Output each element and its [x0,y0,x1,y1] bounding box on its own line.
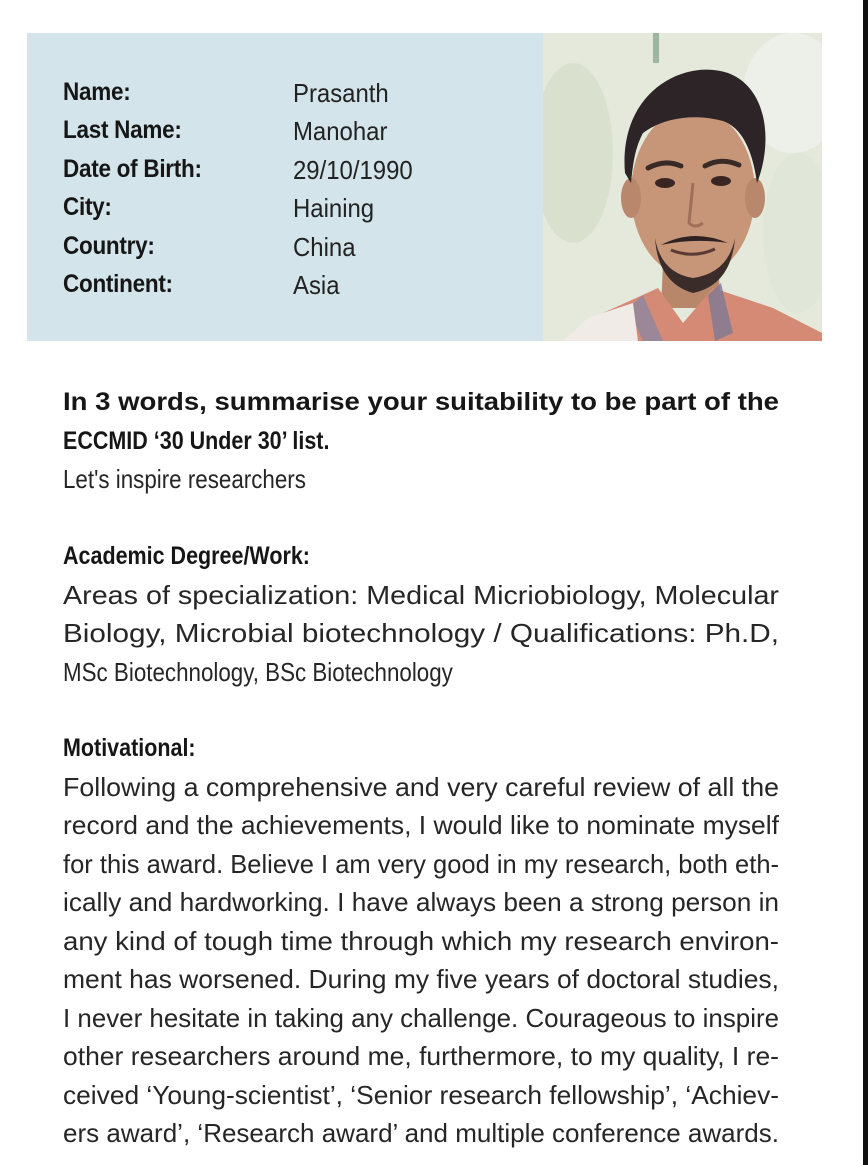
suitability-question [63,383,779,422]
field-value: China [293,232,356,262]
motivational-section [63,729,779,1153]
suitability-answer [63,460,779,499]
body-line: for this award. Believe I am very good in my research, both eth- [63,848,779,879]
motivational-line [63,960,779,999]
motivational-line [63,922,779,961]
motivational-line [63,1114,779,1153]
field-label: City: [63,193,112,221]
body-line: ceived ‘Young-scientist’, ‘Senior research fellowship’, ‘Achiev- [63,1079,780,1110]
person-portrait-icon [543,33,822,341]
section-heading: Motivational: [63,734,196,762]
field-value: Haining [293,193,375,223]
academic-line [63,576,779,615]
suitability-section [63,383,779,499]
motivational-heading [63,729,779,768]
body-line: ically and hardworking. I have always been a strong person in [63,887,779,917]
motivational-line [63,1037,779,1076]
field-label: Date of Birth: [63,155,202,183]
motivational-line [63,883,779,922]
motivational-line [63,806,779,845]
profile-photo [543,33,822,341]
field-value: Prasanth [293,78,389,108]
profile-row-country [63,232,533,266]
body-line: record and the achievements, I would like to nominate myself [63,810,780,840]
body-line: MSc Biotechnology, BSc Biotechnology [63,656,453,687]
field-value: 29/10/1990 [293,155,413,185]
academic-line [63,614,779,653]
suitability-question-cont [63,422,779,461]
question-line: In 3 words, summarise your suitability to be part of the [63,388,779,416]
body-line: ment has worsened. During my five years of doctoral studies, [63,964,779,994]
body-line: Biology, Microbial biotechnology / Qualifications: Ph.D, [63,618,779,648]
academic-heading [63,537,779,576]
page-edge-bar [863,0,868,1165]
motivational-line [63,845,779,884]
motivational-line [63,999,779,1038]
body-line: any kind of tough time through which my research environ- [63,925,779,956]
section-heading: Academic Degree/Work: [63,542,310,570]
question-line: ECCMID ‘30 Under 30’ list. [63,426,330,455]
body-line: ers award’, ‘Research award’ and multiple conference awards. [63,1118,779,1148]
profile-row-date-of-birth [63,155,533,189]
profile-card [27,33,543,341]
profile-row-continent [63,270,533,304]
field-value: Asia [293,270,340,300]
body-line: I never hesitate in taking any challenge. Courageous to inspire [63,1002,779,1033]
profile-row-last-name [63,116,533,150]
academic-section [63,537,779,691]
answer-text: Let's inspire researchers [63,464,306,494]
field-value: Manohar [293,116,388,146]
profile-row-city [63,193,533,227]
field-label: Continent: [63,270,173,298]
profile-row-name [63,78,533,112]
body-line: Following a comprehensive and very careful review of all the [63,771,779,802]
motivational-line [63,768,779,807]
field-label: Last Name: [63,116,182,144]
motivational-line [63,1076,779,1115]
body-line: other researchers around me, furthermore, to my quality, I re- [63,1041,779,1071]
field-label: Country: [63,232,155,260]
academic-line [63,653,779,692]
field-label: Name: [63,78,131,106]
body-line: Areas of specialization: Medical Micriobiology, Molecular [63,579,779,610]
